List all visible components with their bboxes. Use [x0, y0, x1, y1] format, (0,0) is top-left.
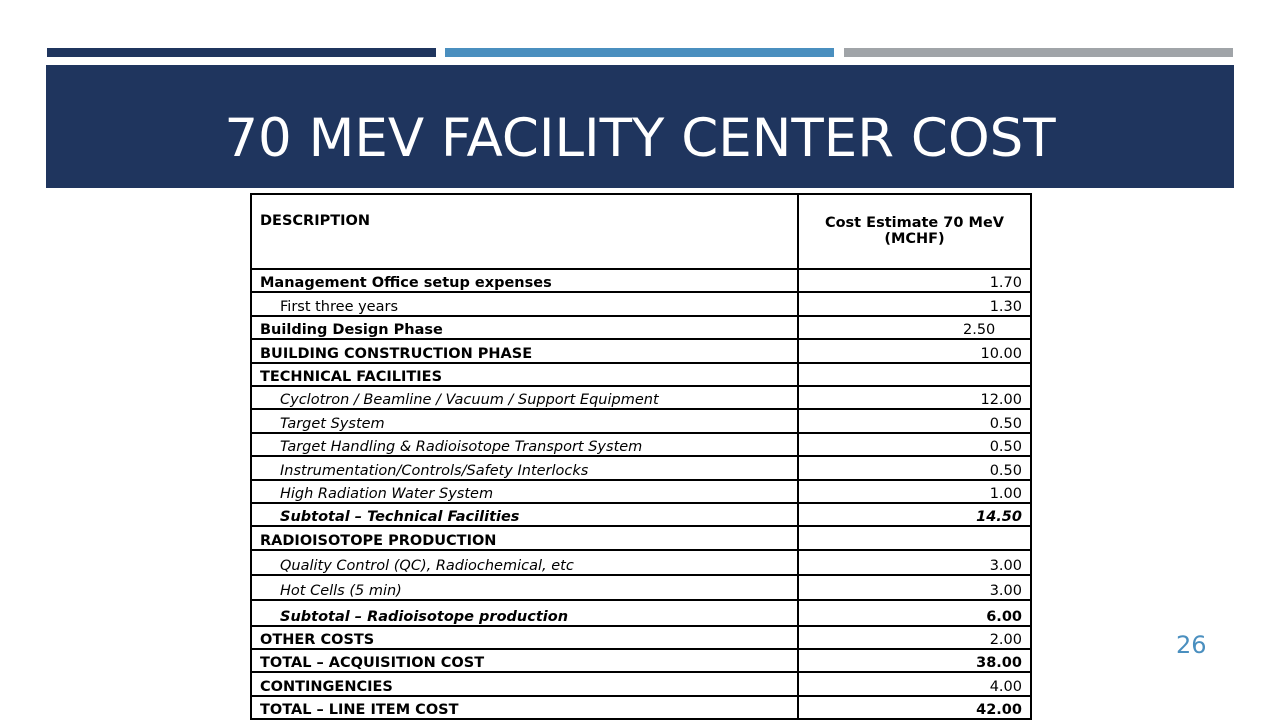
- row-description: TOTAL – LINE ITEM COST: [251, 696, 798, 719]
- table-row: [251, 672, 1031, 695]
- row-description: CONTINGENCIES: [251, 672, 798, 695]
- cost-table-container: [250, 193, 1030, 719]
- row-description: Subtotal – Radioisotope production: [251, 600, 798, 626]
- table-row: [251, 575, 1031, 600]
- row-value: 42.00: [798, 696, 1031, 719]
- row-description: OTHER COSTS: [251, 626, 798, 649]
- row-value: 4.00: [798, 672, 1031, 695]
- row-description: Building Design Phase: [251, 316, 798, 339]
- header-description: DESCRIPTION: [251, 194, 798, 269]
- row-value: 3.00: [798, 550, 1031, 575]
- row-description: TOTAL – ACQUISITION COST: [251, 649, 798, 672]
- row-description: TECHNICAL FACILITIES: [251, 363, 798, 386]
- header-cost-line1: Cost Estimate 70 MeV: [824, 215, 1005, 231]
- table-row: [251, 386, 1031, 409]
- table-row: [251, 626, 1031, 649]
- row-value: 1.00: [798, 480, 1031, 503]
- accent-bar-blue: [445, 48, 834, 57]
- row-description: First three years: [251, 292, 798, 315]
- table-row: [251, 292, 1031, 315]
- row-description: Cyclotron / Beamline / Vacuum / Support Equipment: [251, 386, 798, 409]
- table-row: [251, 503, 1031, 526]
- row-value: 38.00: [798, 649, 1031, 672]
- table-row: [251, 269, 1031, 292]
- row-value: [798, 526, 1031, 549]
- table-row: [251, 433, 1031, 456]
- row-value: 2.50: [798, 316, 1031, 339]
- accent-bar-gray: [844, 48, 1233, 57]
- table-row: [251, 363, 1031, 386]
- table-row: [251, 526, 1031, 549]
- row-description: BUILDING CONSTRUCTION PHASE: [251, 339, 798, 362]
- row-value: 0.50: [798, 409, 1031, 432]
- row-value: 10.00: [798, 339, 1031, 362]
- table-row: [251, 456, 1031, 479]
- row-value: 0.50: [798, 433, 1031, 456]
- row-value: 6.00: [798, 600, 1031, 626]
- row-description: Instrumentation/Controls/Safety Interlocks: [251, 456, 798, 479]
- table-row: [251, 316, 1031, 339]
- row-value: 2.00: [798, 626, 1031, 649]
- table-row: [251, 696, 1031, 719]
- row-value: 0.50: [798, 456, 1031, 479]
- accent-bar-dark: [47, 48, 436, 57]
- row-value: 1.70: [798, 269, 1031, 292]
- table-row: [251, 339, 1031, 362]
- row-description: Target Handling & Radioisotope Transport System: [251, 433, 798, 456]
- header-cost: [798, 194, 1031, 269]
- table-row: [251, 550, 1031, 575]
- table-row: [251, 409, 1031, 432]
- table-row: [251, 649, 1031, 672]
- row-description: RADIOISOTOPE PRODUCTION: [251, 526, 798, 549]
- table-row: [251, 480, 1031, 503]
- row-description: Subtotal – Technical Facilities: [251, 503, 798, 526]
- row-value: 14.50: [798, 503, 1031, 526]
- row-value: 3.00: [798, 575, 1031, 600]
- table-header-row: [251, 194, 1031, 269]
- row-value: 1.30: [798, 292, 1031, 315]
- row-value: [798, 363, 1031, 386]
- cost-table: [250, 193, 1032, 720]
- row-value: 12.00: [798, 386, 1031, 409]
- row-description: Quality Control (QC), Radiochemical, etc: [251, 550, 798, 575]
- row-description: High Radiation Water System: [251, 480, 798, 503]
- slide-title: 70 MEV FACILITY CENTER COST: [224, 108, 1056, 169]
- header-cost-line2: (MCHF): [884, 231, 945, 247]
- row-description: Hot Cells (5 min): [251, 575, 798, 600]
- row-description: Target System: [251, 409, 798, 432]
- table-row: [251, 600, 1031, 626]
- page-number: 26: [1176, 631, 1207, 659]
- row-description: Management Office setup expenses: [251, 269, 798, 292]
